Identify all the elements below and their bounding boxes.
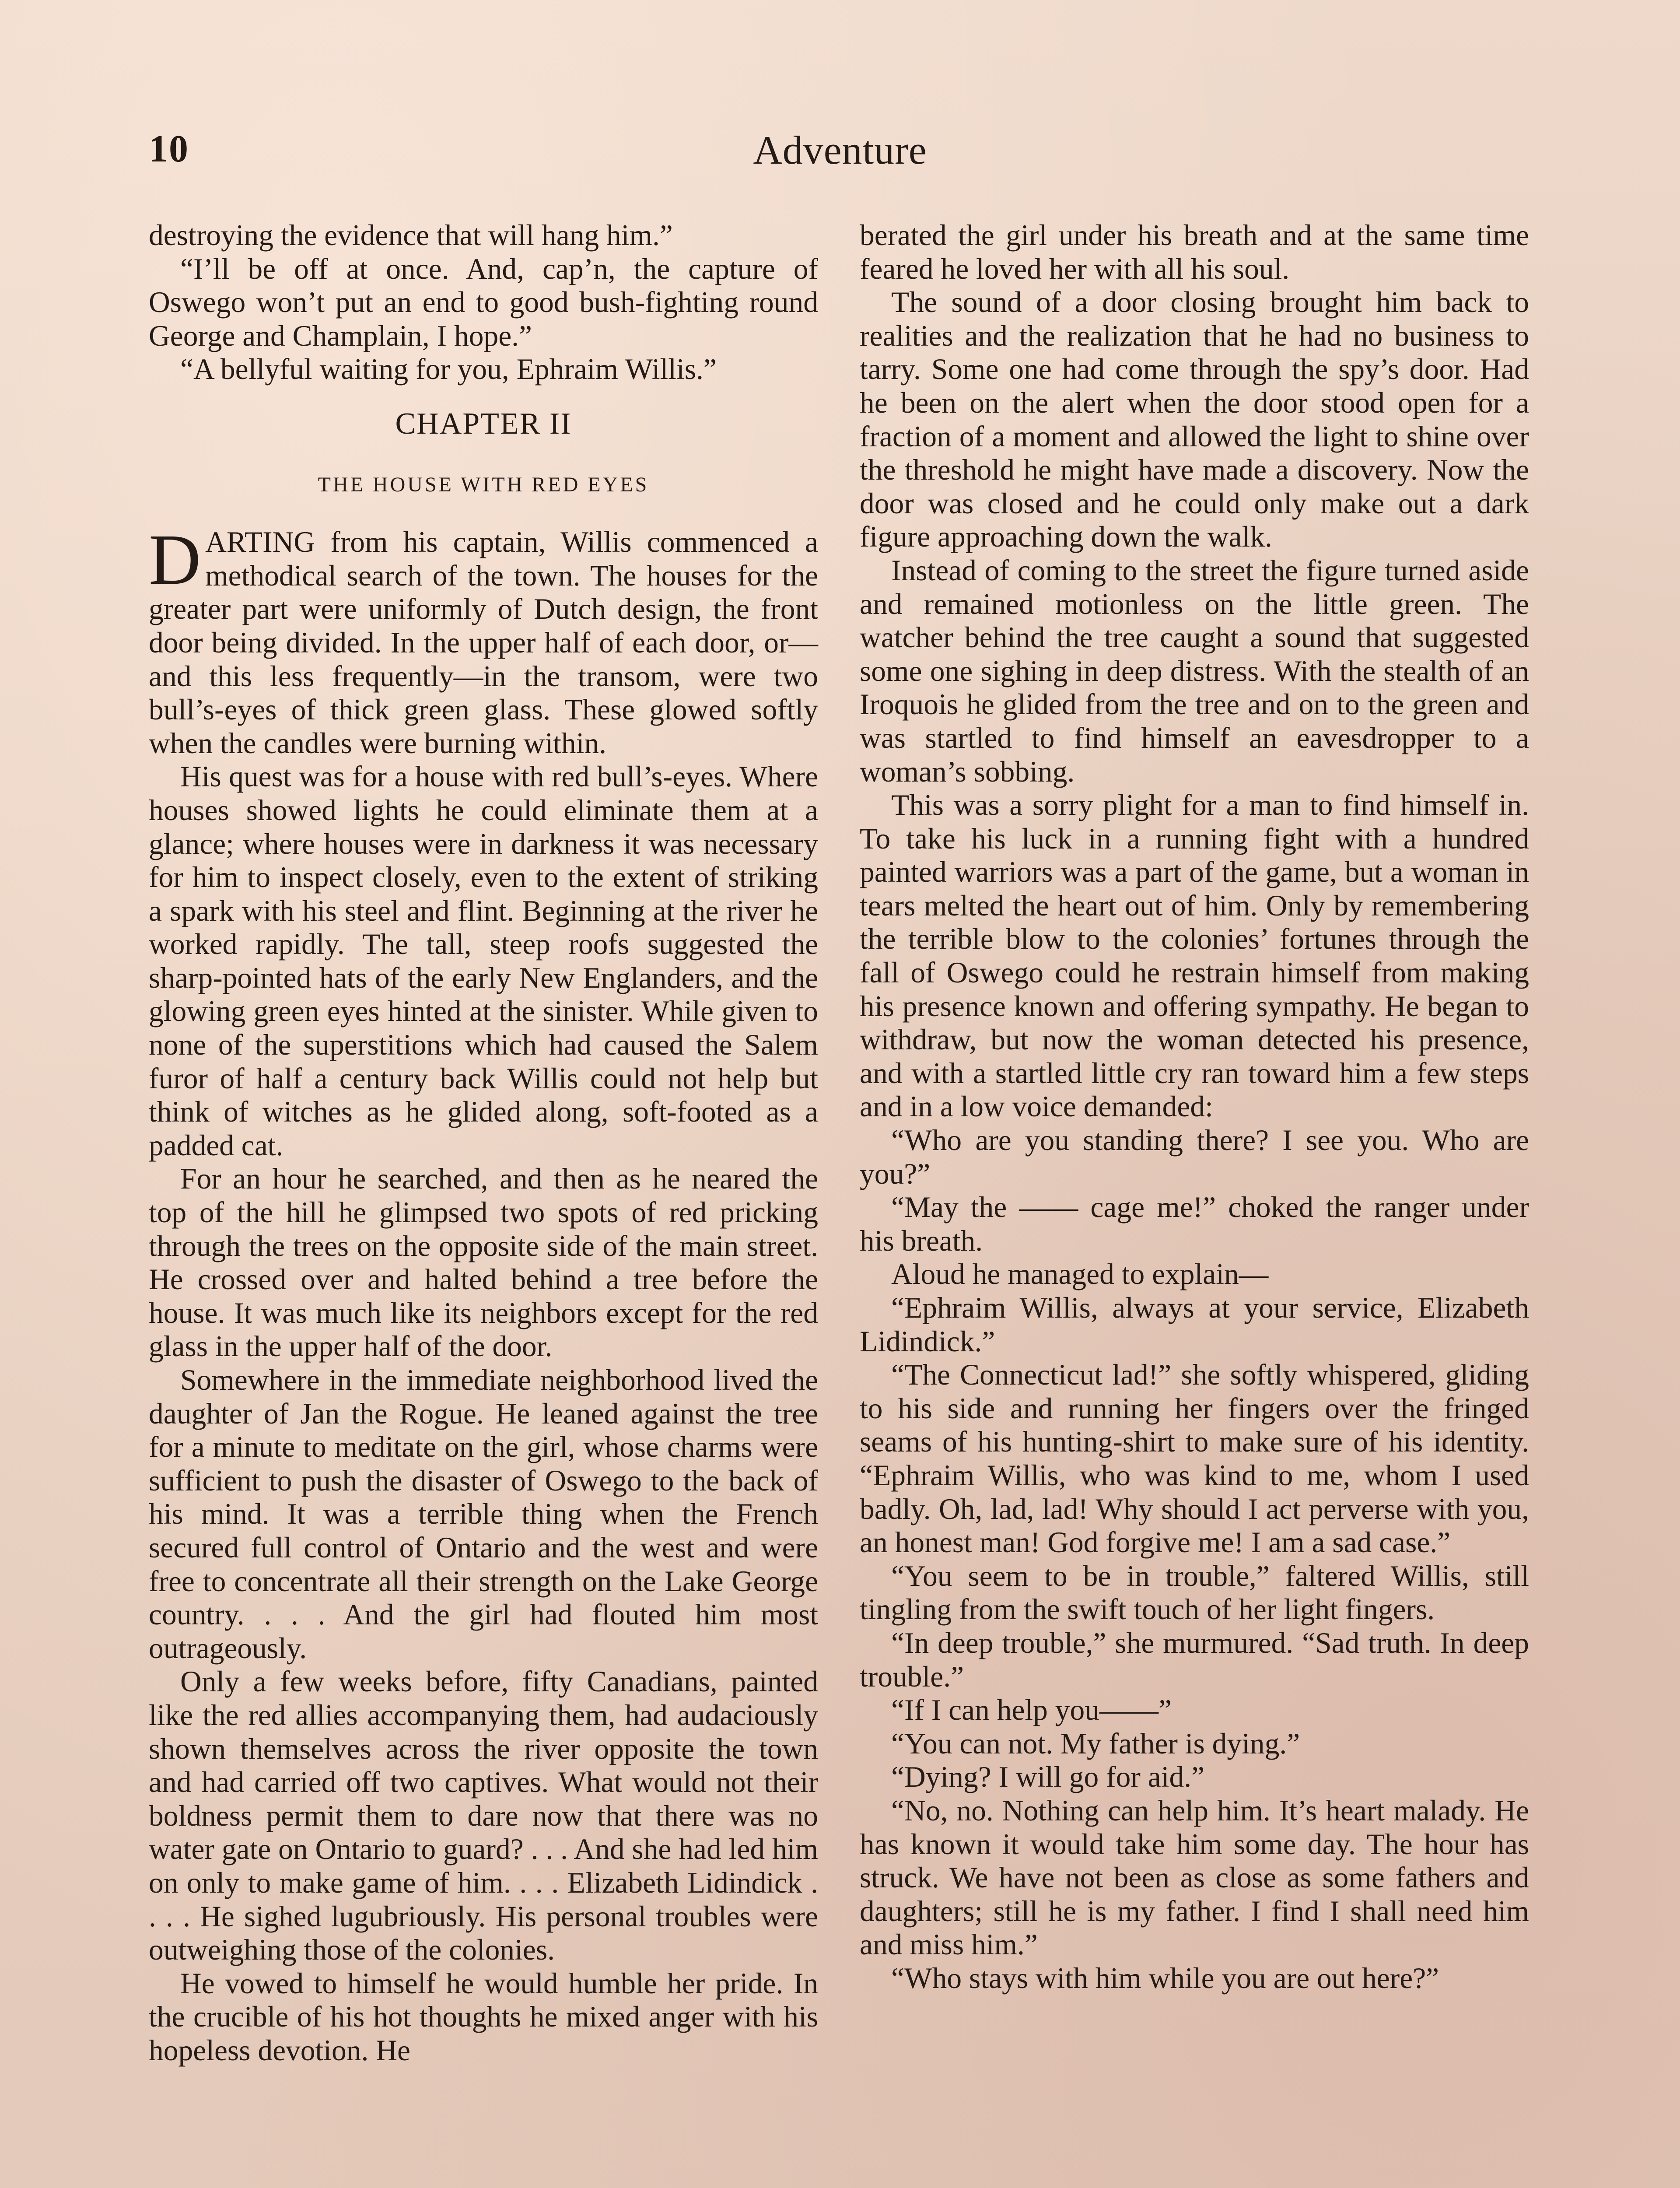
right-column bbox=[860, 219, 1529, 1995]
paragraph: “No, no. Nothing can help him. It’s heart malady. He has known it would take him some day. The hour has struck. We have not been as close as some fathers and daughters; still he is my father. I find I shall need him and miss him.” bbox=[860, 1794, 1529, 1961]
paragraph: “I’ll be off at once. And, cap’n, the capture of Oswego won’t put an end to good bush-fighting round George and Champlain, I hope.” bbox=[149, 252, 818, 352]
paragraph: “You seem to be in trouble,” faltered Willis, still tingling from the swift touch of her light fingers. bbox=[860, 1559, 1529, 1626]
paragraph: “Who stays with him while you are out here?” bbox=[891, 1961, 1439, 1995]
dropcap-paragraph bbox=[149, 519, 818, 760]
chapter-title: CHAPTER II bbox=[395, 407, 572, 441]
page-number: 10 bbox=[149, 128, 189, 170]
page-header bbox=[149, 127, 1531, 179]
paragraph: berated the girl under his breath and at the same time feared he loved her with all his soul. bbox=[860, 219, 1529, 285]
paragraph: He vowed to himself he would humble her pride. In the crucible of his hot thoughts he mixed anger with his hopeless devotion. He bbox=[149, 1967, 818, 2067]
drop-cap: D bbox=[149, 519, 201, 600]
paragraph: Somewhere in the immediate neighborhood lived the daughter of Jan the Rogue. He leaned against the tree for a minute to meditate on the girl, whose charms were sufficient to push the disaster of Oswego to the back of his mind. It was a terrible thing when the French secured full control of Ontario and the west and were free to concentrate all their strength on the Lake George country. . . . And the girl had flouted him most outrageously. bbox=[149, 1364, 818, 1665]
paragraph: The sound of a door closing brought him back to realities and the realization that he had no business to tarry. Some one had come through the spy’s door. Had he been on the alert when the door stood open for a fraction of a moment and allowed the light to shine over the threshold he might have made a discovery. Now the door was closed and he could only make out a dark figure approaching down the walk. bbox=[860, 286, 1529, 554]
magazine-title: Adventure bbox=[753, 128, 927, 172]
paragraph: “You can not. My father is dying.” bbox=[891, 1727, 1300, 1760]
paragraph: “In deep trouble,” she murmured. “Sad truth. In deep trouble.” bbox=[860, 1626, 1529, 1693]
paragraph: This was a sorry plight for a man to find himself in. To take his luck in a running fight with a hundred painted warriors was a part of the game, but a woman in tears melted the heart out of him. Only by remembering the terrible blow to the colonies’ fortunes through the fall of Oswego could he restrain himself from making his presence known and offering sympathy. He began to withdraw, but now the woman detected his presence, and with a startled little cry ran toward him a few steps and in a low voice demanded: bbox=[860, 789, 1529, 1123]
left-column bbox=[149, 219, 818, 2067]
paragraph: “Dying? I will go for aid.” bbox=[891, 1760, 1205, 1794]
paragraph: Instead of coming to the street the figure turned aside and remained motionless on the little green. The watcher behind the tree caught a sound that suggested some one sighing in deep distress. With the stealth of an Iroquois he glided from the tree and on to the green and was startled to find himself an eavesdropper to a woman’s sobbing. bbox=[860, 554, 1529, 788]
paragraph: His quest was for a house with red bull’s-eyes. Where houses showed lights he could eliminate them at a glance; where houses were in darkness it was necessary for him to inspect closely, even to the extent of striking a spark with his steel and flint. Beginning at the river he worked rapidly. The tall, steep roofs suggested the sharp-pointed hats of the early New Englanders, and the glowing green eyes hinted at the sinister. While given to none of the superstitions which had caused the Salem furor of half a century back Willis could not help but think of witches as he glided along, soft-footed as a padded cat. bbox=[149, 760, 818, 1162]
chapter-subtitle: THE HOUSE WITH RED EYES bbox=[318, 473, 649, 496]
paragraph: Aloud he managed to explain— bbox=[891, 1258, 1269, 1291]
paragraph: “Who are you standing there? I see you. Who are you?” bbox=[860, 1124, 1529, 1190]
paragraph: “May the —— cage me!” choked the ranger under his breath. bbox=[860, 1191, 1529, 1257]
paragraph: “Ephraim Willis, always at your service, Elizabeth Lidindick.” bbox=[860, 1291, 1529, 1358]
paragraph: For an hour he searched, and then as he neared the top of the hill he glimpsed two spots of red pricking through the trees on the opposite side of the main street. He crossed over and halted behind a tree before the house. It was much like its neighbors except for the red glass in the upper half of the door. bbox=[149, 1162, 818, 1363]
paragraph: “If I can help you——” bbox=[891, 1694, 1172, 1727]
paragraph: “The Connecticut lad!” she softly whispered, gliding to his side and running her fingers over the fringed seams of his hunting-shirt to make sure of his identity. “Ephraim Willis, who was kind to me, whom I used badly. Oh, lad, lad! Why should I act perverse with you, an honest man! God forgive me! I am a sad case.” bbox=[860, 1358, 1529, 1559]
paragraph: “A bellyful waiting for you, Ephraim Willis.” bbox=[180, 353, 717, 386]
paragraph: Only a few weeks before, fifty Canadians, painted like the red allies accompanying them, had audaciously shown themselves across the river opposite the town and had carried off two captives. What would not their boldness permit them to dare now that there was no water gate on Ontario to guard? . . . And she had led him on only to make game of him. . . . Elizabeth Lidindick . . . . He sighed lugubriously. His personal troubles were outweighing those of the colonies. bbox=[149, 1665, 818, 1967]
dropcap-paragraph-text: ARTING from his captain, Willis commenced a methodical search of the town. The houses for the greater part were uniformly of Dutch design, the front door being divided. In the upper half of each door, or—and this less frequently—in the transom, were two bull’s-eyes of thick green glass. These glowed softly when the candles were burning within. bbox=[149, 526, 818, 760]
paragraph: destroying the evidence that will hang him.” bbox=[149, 219, 673, 252]
